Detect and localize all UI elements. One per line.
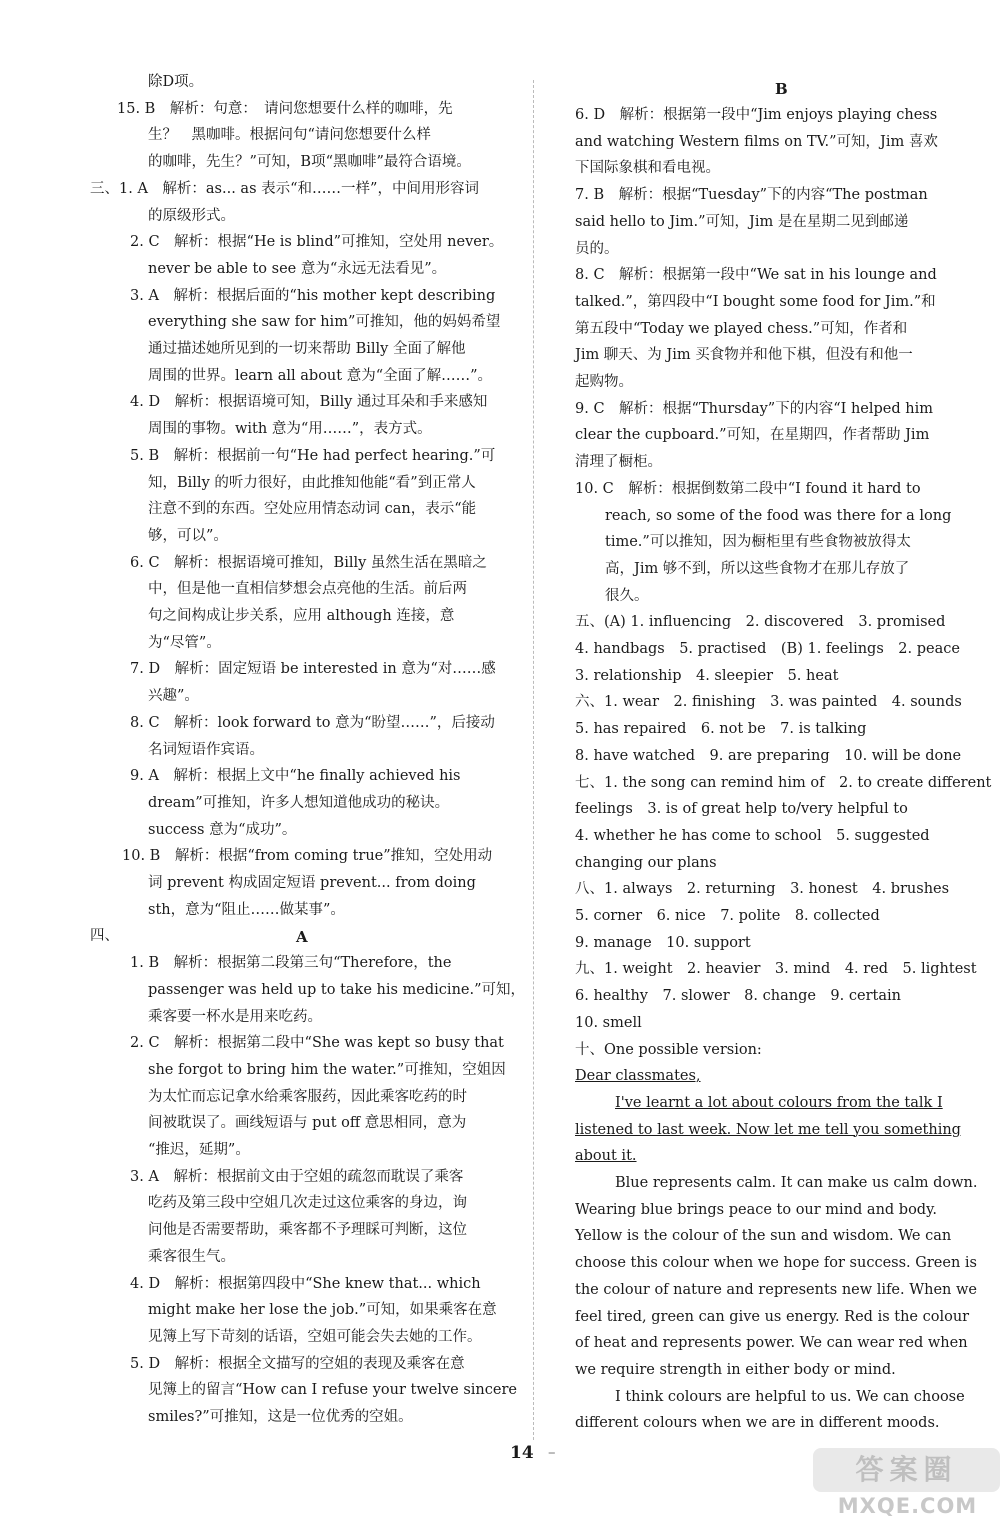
watermark-site: MXQE.COM (837, 1494, 978, 1518)
text-line: listened to last week. Now let me tell you something (575, 1121, 961, 1138)
text-line: 词 prevent 构成固定短语 prevent... from doing (148, 875, 476, 891)
page-number: 14 (510, 1443, 534, 1463)
text-line: everything she saw for him”可推知，他的妈妈希望 (148, 314, 501, 331)
text-line: 8. C 解析：根据第一段中“We sat in his lounge and (575, 267, 937, 284)
text-line: 10. C 解析：根据倒数第二段中“I found it hard to (575, 480, 921, 497)
text-line: 5. has repaired 6. not be 7. is talking (575, 721, 867, 738)
text-line: 4. D 解析：根据第四段中“She knew that... which (130, 1275, 481, 1292)
text-line: reach, so some of the food was there for a long (605, 507, 952, 524)
text-line: the colour of nature and represents new life. When we (575, 1281, 977, 1298)
watermark-logo: 答案圈 (813, 1448, 1000, 1492)
text-line: 六、1. wear 2. finishing 3. was painted 4. sounds (575, 694, 962, 711)
text-line: passenger was held up to take his medicine.”可知， (148, 981, 526, 998)
text-line: talked.”，第四段中“I bought some food for Jim.”和 (575, 293, 936, 310)
text-line: 15. B 解析：句意： 请问您想要什么样的咖啡，先 (117, 100, 453, 117)
text-line: 很久。 (605, 587, 649, 604)
text-line: 5. B 解析：根据前一句“He had perfect hearing.”可 (130, 447, 496, 464)
text-line: Dear classmates, (575, 1068, 701, 1085)
section-b-heading: B (775, 80, 788, 98)
text-line: and watching Western films on TV.”可知，Jim 喜欢 (575, 133, 938, 150)
text-line: feelings 3. is of great help to/very helpful to (575, 801, 908, 818)
page-dash: – (548, 1443, 556, 1461)
column-divider (533, 80, 535, 1440)
text-line: 间被耽误了。画线短语与 put off 意思相同，意为 (148, 1115, 467, 1132)
text-line: 名词短语作宾语。 (148, 741, 264, 758)
text-line: 3. A 解析：根据前文由于空姐的疏忽而耽误了乘客 (130, 1168, 464, 1185)
text-line: 五、(A) 1. influencing 2. discovered 3. promised (575, 614, 946, 631)
text-line: 的原级形式。 (148, 207, 235, 224)
text-line: choose this colour when we hope for success. Green is (575, 1255, 977, 1272)
text-line: 7. D 解析：固定短语 be interested in 意为“对……感 (130, 661, 496, 678)
text-line: 乘客很生气。 (148, 1248, 235, 1265)
watermark (805, 1448, 1000, 1522)
text-line: 3. A 解析：根据后面的“his mother kept describing (130, 287, 496, 304)
text-line: 吃药及第三段中空姐几次走过这位乘客的身边，询 (148, 1195, 467, 1212)
text-line: 3. relationship 4. sleepier 5. heat (575, 667, 839, 684)
text-line: 10. B 解析：根据“from coming true”推知，空处用动 (122, 848, 493, 865)
text-line: 知，Billy 的听力很好，由此推知他能“看”到正常人 (148, 474, 476, 491)
text-line: 三、1. A 解析：as... as 表示“和……一样”，中间用形容词 (90, 180, 479, 197)
text-line: 9. C 解析：根据“Thursday”下的内容“I helped him (575, 400, 933, 417)
text-line: time.”可以推知，因为橱柜里有些食物被放得太 (605, 534, 911, 551)
text-line: Jim 聊天、为 Jim 买食物并和他下棋，但没有和他一 (575, 347, 913, 364)
text-line: 4. D 解析：根据语境可知，Billy 通过耳朵和手来感知 (130, 394, 488, 411)
text-line: I've learnt a lot about colours from the talk I (615, 1094, 943, 1111)
text-line: 九、1. weight 2. heavier 3. mind 4. red 5. lightest (575, 961, 977, 978)
text-line: 9. A 解析：根据上文中“he finally achieved his (130, 768, 461, 785)
text-line: 10. smell (575, 1014, 642, 1031)
text-line: 十、One possible version: (575, 1041, 762, 1058)
text-line: success 意为“成功”。 (148, 821, 297, 838)
text-line: 为“尽管”。 (148, 634, 221, 651)
text-line: Blue represents calm. It can make us calm down. (615, 1175, 978, 1191)
text-line: never be able to see 意为“永远无法看见”。 (148, 260, 447, 277)
text-line: different colours when we are in different moods. (575, 1415, 940, 1432)
text-line: smiles?”可推知，这是一位优秀的空姐。 (148, 1409, 413, 1425)
text-line: 5. corner 6. nice 7. polite 8. collected (575, 908, 880, 924)
text-line: feel tired, green can give us energy. Red is the colour (575, 1308, 970, 1325)
text-line: 乘客要一杯水是用来吃药。 (148, 1008, 322, 1025)
text-line: 4. handbags 5. practised (B) 1. feelings 2. peace (575, 641, 960, 657)
text-line: about it. (575, 1148, 637, 1165)
text-line: clear the cupboard.”可知，在星期四，作者帮助 Jim (575, 427, 930, 444)
text-line: 6. D 解析：根据第一段中“Jim enjoys playing chess (575, 107, 938, 123)
text-line: 5. D 解析：根据全文描写的空姐的表现及乘客在意 (130, 1355, 465, 1372)
text-line: 除D项。 (148, 74, 204, 90)
text-line: 7. B 解析：根据“Tuesday”下的内容“The postman (575, 187, 928, 204)
text-line: sth，意为“阻止……做某事”。 (148, 901, 345, 918)
text-line: 8. C 解析：look forward to 意为“盼望……”，后接动 (130, 714, 495, 731)
text-line: I think colours are helpful to us. We can choose (615, 1388, 965, 1405)
text-line: 八、1. always 2. returning 3. honest 4. brushes (575, 881, 950, 898)
text-line: 2. C 解析：根据第二段中“She was kept so busy that (130, 1035, 504, 1052)
text-line: 够，可以”。 (148, 527, 228, 544)
text-line: 见簿上写下苛刻的话语，空姐可能会失去她的工作。 (148, 1328, 482, 1345)
text-line: 员的。 (575, 240, 619, 257)
section-a-heading: A (296, 928, 308, 946)
text-line: 周围的事物。with 意为“用……”，表方式。 (148, 421, 432, 438)
text-line: 清理了橱柜。 (575, 454, 662, 471)
text-line: might make her lose the job.”可知，如果乘客在意 (148, 1302, 497, 1319)
text-line: of heat and represents power. We can wear red when (575, 1335, 968, 1352)
text-line: 1. B 解析：根据第二段第三句“Therefore，the (130, 955, 452, 972)
text-line: 兴趣”。 (148, 688, 199, 705)
text-line: 注意不到的东西。空处应用情态动词 can，表示“能 (148, 501, 477, 518)
text-line: 第五段中“Today we played chess.”可知，作者和 (575, 320, 908, 337)
text-line: 通过描述她所见到的一切来帮助 Billy 全面了解他 (148, 341, 466, 357)
text-line: 6. C 解析：根据语境可推知，Billy 虽然生活在黑暗之 (130, 554, 487, 571)
text-line: 见簿上的留言“How can I refuse your twelve sincere (148, 1382, 517, 1399)
text-line: 下国际象棋和看电视。 (575, 160, 720, 177)
text-line: we require strength in either body or mind. (575, 1361, 896, 1378)
text-line: she forgot to bring him the water.”可推知，空姐因 (148, 1061, 506, 1078)
text-line: Yellow is the colour of the sun and wisdom. We can (575, 1228, 952, 1245)
text-line: 生？ 黑咖啡。根据问句“请问您想要什么样 (148, 127, 431, 144)
text-line: 句之间构成让步关系，应用 although 连接，意 (148, 608, 455, 624)
text-line: “推迟，延期”。 (148, 1142, 250, 1158)
text-line: 6. healthy 7. slower 8. change 9. certain (575, 988, 901, 1005)
text-line: 四、 (90, 928, 119, 945)
text-line: 为太忙而忘记拿水给乘客服药，因此乘客吃药的时 (148, 1088, 467, 1105)
text-line: 问他是否需要帮助，乘客都不予理睬可判断，这位 (148, 1222, 467, 1239)
text-line: 的咖啡，先生？”可知，B项“黑咖啡”最符合语境。 (148, 154, 471, 171)
text-line: dream”可推知，许多人想知道他成功的秘诀。 (148, 794, 450, 811)
text-line: 4. whether he has come to school 5. suggested (575, 827, 930, 844)
text-line: 9. manage 10. support (575, 934, 751, 951)
text-line: 周围的世界。learn all about 意为“全面了解……”。 (148, 367, 493, 384)
text-line: 中，但是他一直相信梦想会点亮他的生活。前后两 (148, 581, 467, 598)
text-line: changing our plans (575, 854, 717, 871)
text-line: 2. C 解析：根据“He is blind”可推知，空处用 never。 (130, 234, 504, 251)
text-line: 七、1. the song can remind him of 2. to create different (575, 774, 992, 791)
text-line: 8. have watched 9. are preparing 10. will be done (575, 747, 962, 764)
text-line: 高，Jim 够不到，所以这些食物才在那儿存放了 (605, 560, 910, 577)
text-line: said hello to Jim.”可知，Jim 是在星期二见到邮递 (575, 213, 909, 230)
text-line: 起购物。 (575, 374, 633, 390)
text-line: Wearing blue brings peace to our mind and body. (575, 1201, 937, 1218)
